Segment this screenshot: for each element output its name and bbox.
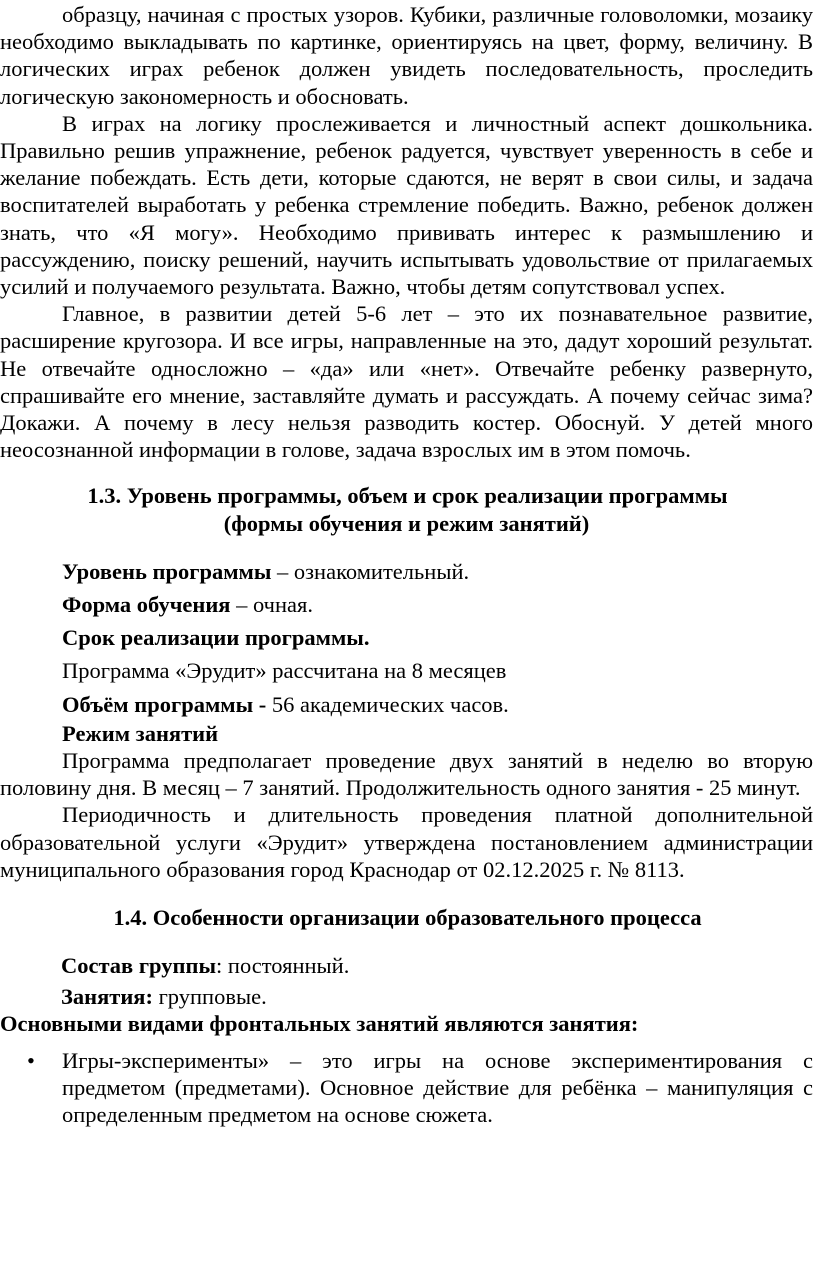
bullet-icon: •: [27, 1047, 35, 1073]
spacer: [0, 883, 813, 904]
lessons-type-value: групповые.: [152, 983, 267, 1009]
intro-paragraph-2: В играх на логику прослеживается и личностный аспект дошкольника. Правильно решив упражнение, ребенок радуется, чувствует уверенность в себе и желание побеждать. Есть дети, которые сдаются, не верят в свои силы, и задача воспитателей выработать у ребенка стремление победить. Важно, ребенок должен знать, что «Я могу». Необходимо прививать интерес к размышлению и рассуждению, поиску решений, научить испытывать удовольствие от прилагаемых усилий и получаемого результата. Важно, чтобы детям сопутствовал успех.: [0, 110, 813, 300]
study-form: [0, 591, 813, 618]
group-composition: [0, 952, 813, 979]
program-level: [0, 558, 813, 585]
lesson-mode-paragraph: Программа предполагает проведение двух занятий в неделю во вторую половину дня. В месяц – 7 занятий. Продолжительность одного занятия - 25 минут.: [0, 748, 813, 801]
section-1-4-heading: 1.4. Особенности организации образовательного процесса: [113, 905, 702, 931]
spacer: [0, 931, 813, 952]
document-page: [0, 1, 816, 1281]
lesson-mode: [0, 720, 813, 747]
section-1-3-heading-line-2: (формы обучения и режим занятий): [223, 510, 590, 536]
program-level-value: – ознакомительный.: [271, 558, 470, 584]
program-volume-value: 56 академических часов.: [271, 691, 509, 717]
program-term-text: Программа «Эрудит» рассчитана на 8 месяцев: [62, 658, 507, 684]
group-composition-label: Состав группы: [61, 953, 217, 979]
spacer: [0, 463, 813, 482]
intro-paragraph-1: [0, 1, 813, 110]
group-composition-value: : постоянный.: [216, 953, 350, 979]
list-item: [0, 1047, 813, 1129]
lessons-type: [0, 983, 813, 1010]
periodicity-paragraph: Периодичность и длительность проведения платной дополнительной образовательной услуги «Эрудит» утверждена постановлением администрации муниципального образования город Краснодар от 02.12.2025 г. № 8113.: [0, 802, 813, 882]
list-item-text: Игры-эксперименты» – это игры на основе экспериментирования с предметом (предметами). Основное действие для ребёнка – манипуляция с определенным предметом на основе сюжета.: [62, 1047, 813, 1128]
program-volume-label: Объём программы -: [62, 691, 272, 717]
program-volume: [0, 691, 813, 718]
program-term: [0, 624, 813, 651]
spacer: [0, 537, 813, 558]
lessons-type-label: Занятия:: [61, 983, 153, 1009]
study-form-value: – очная.: [230, 592, 313, 618]
program-level-label: Уровень программы: [62, 558, 272, 584]
intro-paragraph-1-text: образцу, начиная с простых узоров. Кубики, различные головоломки, мозаику необходимо выкладывать по картинке, ориентируясь на цвет, форму, величину. В логических играх ребенок должен увидеть последовательность, проследить логическую закономерность и обосновать.: [0, 2, 813, 109]
intro-paragraph-3: Главное, в развитии детей 5-6 лет – это их познавательное развитие, расширение кругозора. И все игры, направленные на это, дадут хороший результат. Не отвечайте односложно – «да» или «нет». Отвечайте ребенку развернуто, спрашивайте его мнение, заставляйте думать и рассуждать. А почему сейчас зима? Докажи. А почему в лесу нельзя разводить костер. Обоснуй. У детей много неосознанной информации в голове, задача взрослых им в этом помочь.: [0, 301, 813, 463]
study-form-label: Форма обучения: [62, 592, 231, 618]
section-1-3-heading-line-1: 1.3. Уровень программы, объем и срок реализации программы: [87, 483, 728, 509]
frontal-lessons-heading: Основными видами фронтальных занятий являются занятия:: [0, 1010, 639, 1036]
program-term-label: Срок реализации программы.: [62, 625, 370, 651]
lesson-mode-label: Режим занятий: [62, 720, 219, 746]
